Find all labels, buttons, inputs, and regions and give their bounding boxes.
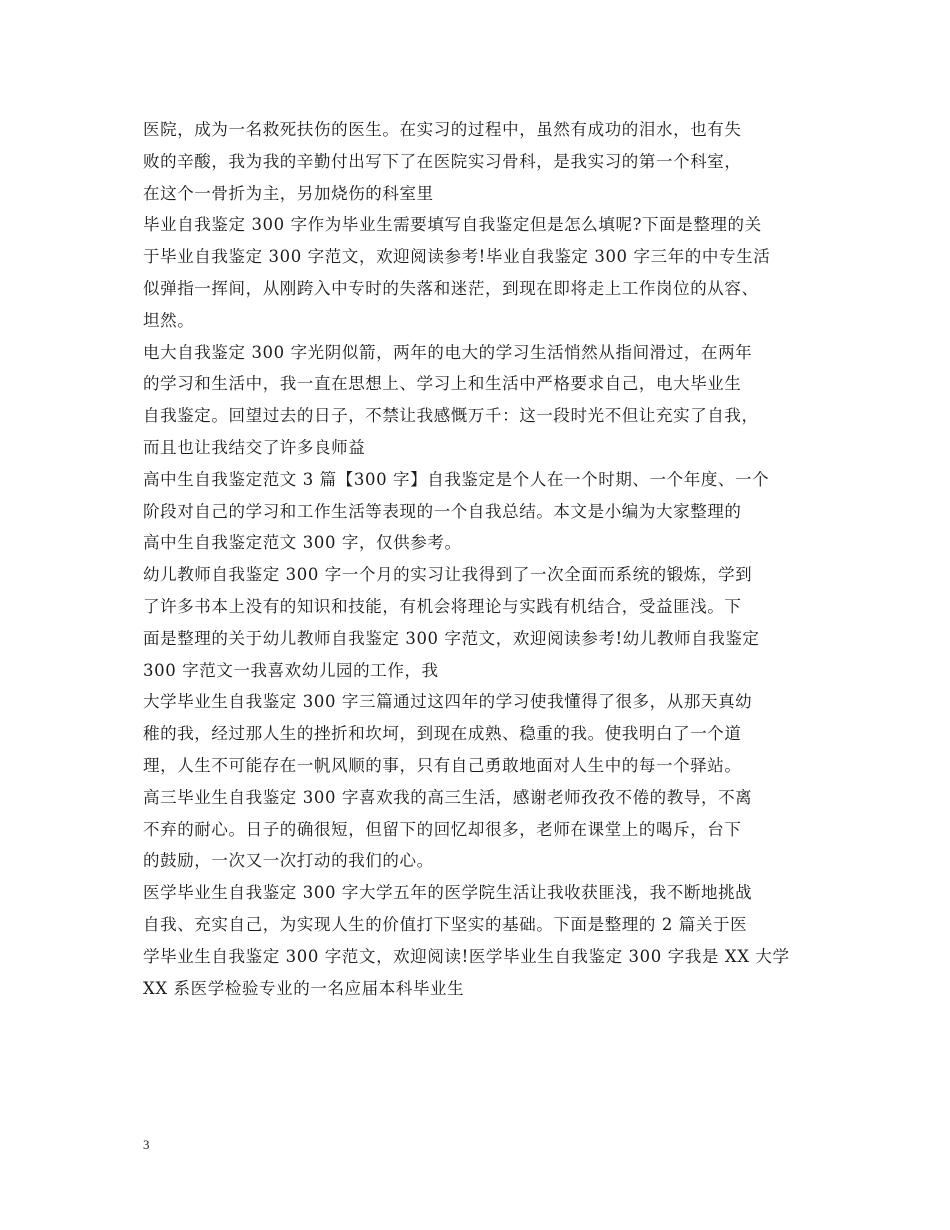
paragraph xyxy=(143,877,833,1004)
text-line: 高中生自我鉴定范文 300 字，仅供参考。 xyxy=(143,533,462,553)
text-line: 幼儿教师自我鉴定 300 字一个月的实习让我得到了一次全面而系统的锻炼，学到 xyxy=(143,565,753,585)
text-line: 坦然。 xyxy=(143,310,195,330)
text-line: 学毕业生自我鉴定 300 字范文，欢迎阅读!医学毕业生自我鉴定 300 字我是 XX 大学 xyxy=(143,946,790,966)
text-line: 电大自我鉴定 300 字光阴似箭，两年的电大的学习生活悄然从指间滑过，在两年 xyxy=(143,342,753,362)
text-line: 了许多书本上没有的知识和技能，有机会将理论与实践有机结合，受益匪浅。下 xyxy=(143,596,742,616)
text-line: 阶段对自己的学习和工作生活等表现的一个自我总结。本文是小编为大家整理的 xyxy=(143,501,742,521)
body-text xyxy=(143,114,833,1004)
text-line: 自我鉴定。回望过去的日子，不禁让我感慨万千：这一段时光不但让充实了自我， xyxy=(143,406,759,426)
text-line: 理，人生不可能存在一帆风顺的事，只有自己勇敢地面对人生中的每一个驿站。 xyxy=(143,755,742,775)
paragraph xyxy=(143,559,833,686)
text-line: 不弃的耐心。日子的确很短，但留下的回忆却很多，老师在课堂上的喝斥，台下 xyxy=(143,819,742,839)
paragraph xyxy=(143,114,833,209)
text-line: 而且也让我结交了许多良师益 xyxy=(143,437,366,457)
text-line: 高中生自我鉴定范文 3 篇【300 字】自我鉴定是个人在一个时期、一个年度、一个 xyxy=(143,469,770,489)
text-line: 的学习和生活中，我一直在思想上、学习上和生活中严格要求自己，电大毕业生 xyxy=(143,374,742,394)
text-line: 于毕业自我鉴定 300 字范文，欢迎阅读参考!毕业自我鉴定 300 字三年的中专生活 xyxy=(143,247,771,267)
text-line: 毕业自我鉴定 300 字作为毕业生需要填写自我鉴定但是怎么填呢?下面是整理的关 xyxy=(143,215,762,235)
paragraph xyxy=(143,782,833,877)
text-line: 医院，成为一名救死扶伤的医生。在实习的过程中，虽然有成功的泪水，也有失 xyxy=(143,120,742,139)
text-line: 医学毕业生自我鉴定 300 字大学五年的医学院生活让我收获匪浅，我不断地挑战 xyxy=(143,883,753,903)
text-line: 败的辛酸，我为我的辛勤付出写下了在医院实习骨科，是我实习的第一个科室， xyxy=(143,151,742,171)
text-line: 在这个一骨折为主，另加烧伤的科室里 xyxy=(143,183,434,203)
paragraph xyxy=(143,686,833,781)
text-line: 似弹指一挥间，从刚跨入中专时的失落和迷茫，到现在即将走上工作岗位的从容、 xyxy=(143,278,759,298)
text-line: 的鼓励，一次又一次打动的我们的心。 xyxy=(143,851,434,871)
text-line: XX 系医学检验专业的一名应届本科毕业生 xyxy=(143,978,465,998)
text-line: 大学毕业生自我鉴定 300 字三篇通过这四年的学习使我懂得了很多，从那天真幼 xyxy=(143,692,753,712)
text-line: 自我、充实自己，为实现人生的价值打下坚实的基础。下面是整理的 2 篇关于医 xyxy=(143,914,748,934)
text-line: 高三毕业生自我鉴定 300 字喜欢我的高三生活，感谢老师孜孜不倦的教导，不离 xyxy=(143,787,753,807)
paragraph xyxy=(143,337,833,464)
text-line: 面是整理的关于幼儿教师自我鉴定 300 字范文，欢迎阅读参考!幼儿教师自我鉴定 xyxy=(143,628,760,648)
paragraph xyxy=(143,464,833,559)
page-number: 3 xyxy=(143,1137,150,1152)
text-line: 稚的我，经过那人生的挫折和坎坷，到现在成熟、稳重的我。使我明白了一个道 xyxy=(143,724,742,744)
paragraph xyxy=(143,209,833,336)
text-line: 300 字范文一我喜欢幼儿园的工作，我 xyxy=(143,660,439,680)
